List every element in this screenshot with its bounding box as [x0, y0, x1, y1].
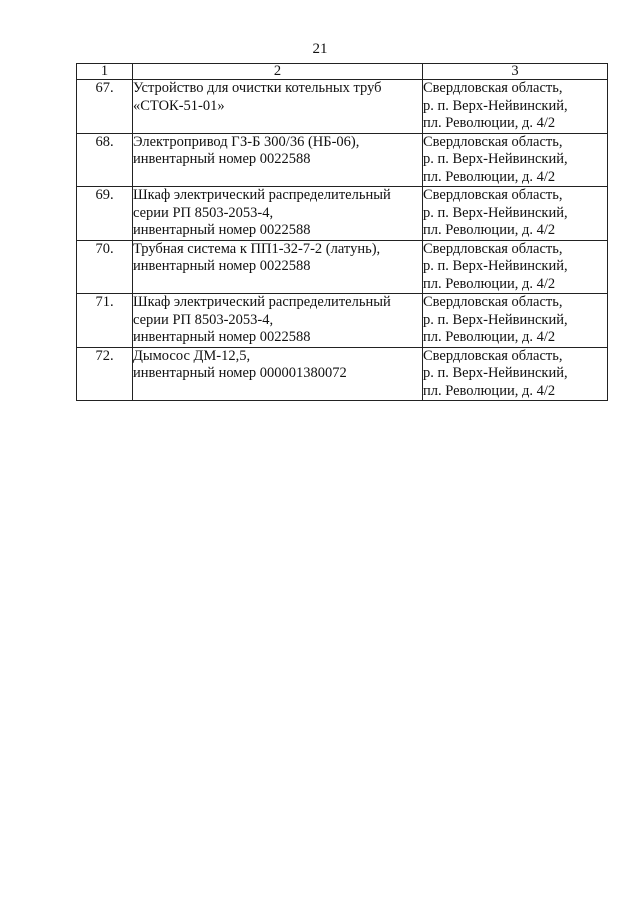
column-header-name: 2 — [133, 64, 423, 80]
address-line: р. п. Верх-Нейвинский, — [423, 204, 568, 221]
table-row — [77, 294, 608, 348]
page-number: 21 — [312, 41, 328, 57]
item-name-line: Электропривод ГЗ-Б 300/36 (НБ-06), — [133, 133, 360, 150]
row-number-cell: 68. — [77, 133, 133, 187]
item-name-line: инвентарный номер 0022588 — [133, 151, 311, 167]
item-name-cell — [133, 347, 423, 401]
address-line: пл. Революции, д. 4/2 — [423, 168, 556, 185]
table-row — [77, 347, 608, 401]
item-name-line: Устройство для очистки котельных труб — [133, 80, 382, 96]
address-line: Свердловская область, — [423, 133, 563, 150]
address-line: р. п. Верх-Нейвинский, — [423, 365, 568, 381]
item-name-line: инвентарный номер 0022588 — [133, 258, 311, 274]
item-name-cell — [133, 133, 423, 187]
column-header-number: 1 — [77, 64, 133, 80]
address-line: Свердловская область, — [423, 347, 563, 364]
row-number-cell: 72. — [77, 347, 133, 401]
address-line: р. п. Верх-Нейвинский, — [423, 311, 568, 328]
property-table — [76, 63, 608, 401]
item-name-cell — [133, 294, 423, 348]
item-name-line: Трубная система к ПП1-32-7-2 (латунь), — [133, 240, 381, 257]
row-number-cell: 67. — [77, 80, 133, 134]
row-number-cell: 69. — [77, 187, 133, 241]
address-line: пл. Революции, д. 4/2 — [423, 382, 556, 399]
column-header-address: 3 — [423, 64, 608, 80]
item-name-line: Шкаф электрический распределительный — [133, 187, 391, 203]
table-row — [77, 133, 608, 187]
address-cell — [423, 240, 608, 294]
item-name-line: Шкаф электрический распределительный — [133, 294, 391, 310]
address-line: Свердловская область, — [423, 240, 563, 257]
address-cell — [423, 347, 608, 401]
item-name-line: «СТОК-51-01» — [133, 97, 225, 114]
address-line: Свердловская область, — [423, 80, 563, 96]
address-line: пл. Революции, д. 4/2 — [423, 329, 556, 345]
address-cell — [423, 133, 608, 187]
item-name-line: серии РП 8503-2053-4, — [133, 204, 274, 221]
address-line: р. п. Верх-Нейвинский, — [423, 97, 568, 114]
table-row — [77, 80, 608, 134]
item-name-line: инвентарный номер 0022588 — [133, 222, 311, 238]
address-line: пл. Революции, д. 4/2 — [423, 275, 556, 292]
header-row — [77, 64, 608, 80]
item-name-line: инвентарный номер 0022588 — [133, 329, 311, 345]
table-row — [77, 187, 608, 241]
item-name-cell — [133, 80, 423, 134]
address-line: пл. Революции, д. 4/2 — [423, 115, 556, 131]
address-line: Свердловская область, — [423, 294, 563, 310]
address-line: пл. Революции, д. 4/2 — [423, 222, 556, 238]
row-number-cell: 70. — [77, 240, 133, 294]
address-cell — [423, 294, 608, 348]
address-cell — [423, 80, 608, 134]
address-line: р. п. Верх-Нейвинский, — [423, 151, 568, 167]
row-number-cell: 71. — [77, 294, 133, 348]
address-line: р. п. Верх-Нейвинский, — [423, 258, 568, 274]
table-body — [77, 80, 608, 401]
address-line: Свердловская область, — [423, 187, 563, 203]
item-name-cell — [133, 240, 423, 294]
item-name-line: инвентарный номер 000001380072 — [133, 365, 347, 381]
table-header — [77, 64, 608, 80]
address-cell — [423, 187, 608, 241]
item-name-line: серии РП 8503-2053-4, — [133, 311, 274, 328]
item-name-line: Дымосос ДМ-12,5, — [133, 347, 251, 364]
item-name-cell — [133, 187, 423, 241]
table-row — [77, 240, 608, 294]
